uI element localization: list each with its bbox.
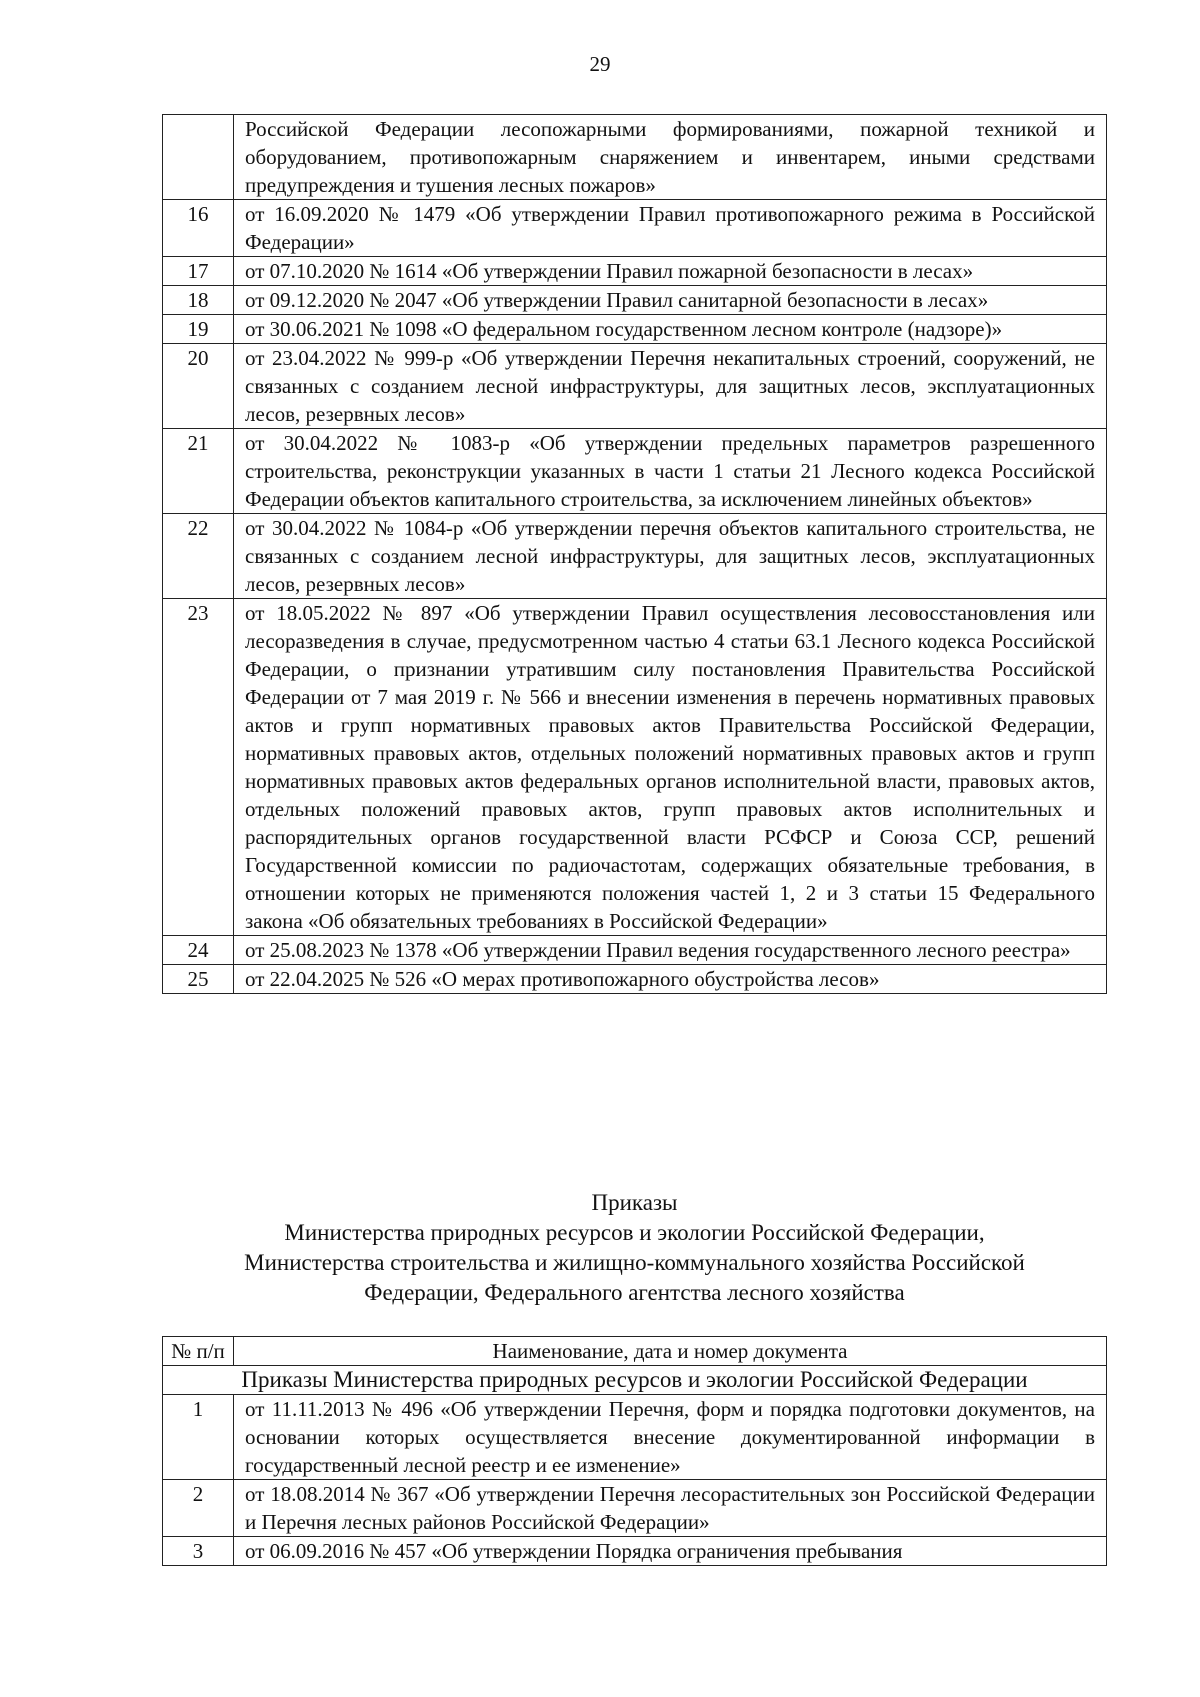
row-document-text: от 09.12.2020 № 2047 «Об утверждении Правил санитарной безопасности в лесах» bbox=[234, 286, 1107, 315]
table-row bbox=[163, 315, 1107, 344]
table-row bbox=[163, 286, 1107, 315]
column-header-number: № п/п bbox=[163, 1337, 234, 1366]
row-document-text: от 16.09.2020 № 1479 «Об утверждении Правил противопожарного режима в Российской Федерации» bbox=[234, 200, 1107, 257]
row-number: 24 bbox=[163, 936, 234, 965]
row-number: 17 bbox=[163, 257, 234, 286]
heading-line-4: Федерации, Федерального агентства лесного хозяйства bbox=[364, 1280, 905, 1305]
section-heading bbox=[162, 1188, 1107, 1308]
row-number: 21 bbox=[163, 429, 234, 514]
row-document-text: от 25.08.2023 № 1378 «Об утверждении Правил ведения государственного лесного реестра» bbox=[234, 936, 1107, 965]
row-document-text: от 18.08.2014 № 367 «Об утверждении Перечня лесорастительных зон Российской Федерации и Перечня лесных районов Российской Федерации» bbox=[234, 1480, 1107, 1537]
column-header-title: Наименование, дата и номер документа bbox=[234, 1337, 1107, 1366]
row-document-text: от 23.04.2022 № 999-р «Об утверждении Перечня некапитальных строений, сооружений, не связанных с созданием лесной инфраструктуры, для защитных лесов, эксплуатационных лесов, резервных лесов» bbox=[234, 344, 1107, 429]
row-number: 16 bbox=[163, 200, 234, 257]
row-number: 22 bbox=[163, 514, 234, 599]
row-document-text: от 11.11.2013 № 496 «Об утверждении Перечня, форм и порядка подготовки документов, на основании которых осуществляется внесение документированной информации в государственный лесной реестр и ее изменение» bbox=[234, 1395, 1107, 1480]
row-number: 3 bbox=[163, 1537, 234, 1566]
table-row bbox=[163, 429, 1107, 514]
table-row bbox=[163, 514, 1107, 599]
row-document-text: от 18.05.2022 № 897 «Об утверждении Правил осуществления лесовосстановления или лесоразведения в случае, предусмотренном частью 4 статьи 63.1 Лесного кодекса Российской Федерации, о признании утратившим силу постановления Правительства Российской Федерации от 7 мая 2019 г. № 566 и внесении изменения в перечень нормативных правовых актов и групп нормативных правовых актов Правительства Российской Федерации, нормативных правовых актов, отдельных положений нормативных правовых актов и групп нормативных правовых актов федеральных органов исполнительной власти, правовых актов, отдельных положений правовых актов, групп правовых актов исполнительных и распорядительных органов государственной власти РСФСР и Союза ССР, решений Государственной комиссии по радиочастотам, содержащих обязательные требования, в отношении которых не применяются положения частей 1, 2 и 3 статьи 15 Федерального закона «Об обязательных требованиях в Российской Федерации» bbox=[234, 599, 1107, 936]
section-title: Приказы Министерства природных ресурсов и экологии Российской Федерации bbox=[163, 1366, 1107, 1395]
row-document-text: Российской Федерации лесопожарными формированиями, пожарной техникой и оборудованием, противопожарным снаряжением и инвентарем, иными средствами предупреждения и тушения лесных пожаров» bbox=[234, 115, 1107, 200]
row-number: 20 bbox=[163, 344, 234, 429]
table-row bbox=[163, 344, 1107, 429]
regulations-table-government bbox=[162, 114, 1107, 994]
row-document-text: от 06.09.2016 № 457 «Об утверждении Порядка ограничения пребывания bbox=[234, 1537, 1107, 1566]
row-number: 23 bbox=[163, 599, 234, 936]
row-document-text: от 07.10.2020 № 1614 «Об утверждении Правил пожарной безопасности в лесах» bbox=[234, 257, 1107, 286]
row-number: 25 bbox=[163, 965, 234, 994]
table-row bbox=[163, 599, 1107, 936]
table-row bbox=[163, 200, 1107, 257]
table-row bbox=[163, 936, 1107, 965]
table-row bbox=[163, 965, 1107, 994]
row-number: 19 bbox=[163, 315, 234, 344]
row-number bbox=[163, 115, 234, 200]
table-row bbox=[163, 115, 1107, 200]
regulations-table-ministry-orders bbox=[162, 1336, 1107, 1566]
table-row bbox=[163, 257, 1107, 286]
row-document-text: от 30.04.2022 № 1084-р «Об утверждении перечня объектов капитального строительства, не связанных с созданием лесной инфраструктуры, для защитных лесов, эксплуатационных лесов, резервных лесов» bbox=[234, 514, 1107, 599]
section-row bbox=[163, 1366, 1107, 1395]
row-document-text: от 22.04.2025 № 526 «О мерах противопожарного обустройства лесов» bbox=[234, 965, 1107, 994]
row-document-text: от 30.04.2022 № 1083-р «Об утверждении предельных параметров разрешенного строительства, реконструкции указанных в части 1 статьи 21 Лесного кодекса Российской Федерации объектов капитального строительства, за исключением линейных объектов» bbox=[234, 429, 1107, 514]
table-row bbox=[163, 1537, 1107, 1566]
table-header-row bbox=[163, 1337, 1107, 1366]
row-document-text: от 30.06.2021 № 1098 «О федеральном государственном лесном контроле (надзоре)» bbox=[234, 315, 1107, 344]
page-number: 29 bbox=[589, 52, 611, 76]
table-row bbox=[163, 1480, 1107, 1537]
row-number: 1 bbox=[163, 1395, 234, 1480]
heading-line-3: Министерства строительства и жилищно-коммунального хозяйства Российской bbox=[244, 1250, 1025, 1275]
table-row bbox=[163, 1395, 1107, 1480]
heading-line-1: Приказы bbox=[591, 1190, 678, 1215]
heading-line-2: Министерства природных ресурсов и экологии Российской Федерации, bbox=[284, 1220, 985, 1245]
row-number: 2 bbox=[163, 1480, 234, 1537]
row-number: 18 bbox=[163, 286, 234, 315]
